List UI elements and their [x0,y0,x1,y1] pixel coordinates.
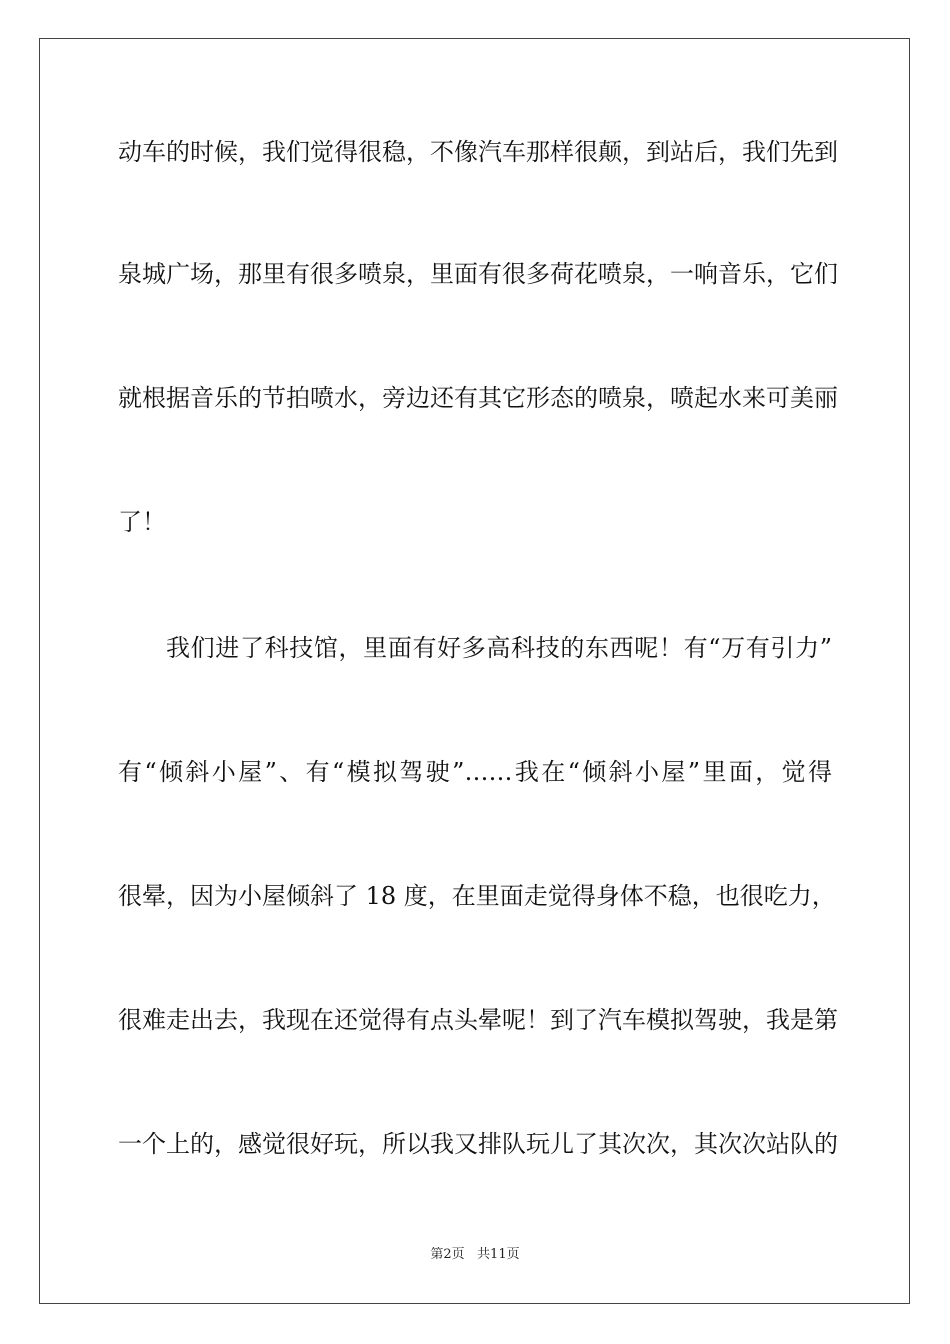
text-line: 了！ [118,508,166,536]
text-line: 动车的时候，我们觉得很稳，不像汽车那样很颠，到站后，我们先到 [118,138,838,166]
text-line: 很晕，因为小屋倾斜了 18 度，在里面走觉得身体不稳，也很吃力， [118,882,836,910]
text-line: 我们进了科技馆，里面有好多高科技的东西呢！有“万有引力” [166,634,832,662]
text-line: 有“倾斜小屋”、有“模拟驾驶”……我在“倾斜小屋”里面，觉得 [118,758,832,786]
text-line: 就根据音乐的节拍喷水，旁边还有其它形态的喷泉，喷起水来可美丽 [118,384,838,412]
text-line: 很难走出去，我现在还觉得有点头晕呢！到了汽车模拟驾驶，我是第 [118,1006,838,1034]
text-line: 泉城广场，那里有很多喷泉，里面有很多荷花喷泉，一响音乐，它们 [118,260,838,288]
page-border [39,38,910,1304]
page-number-footer: 第2页 共11页 [430,1247,520,1262]
text-line: 一个上的，感觉很好玩，所以我又排队玩儿了其次次，其次次站队的 [118,1130,838,1158]
